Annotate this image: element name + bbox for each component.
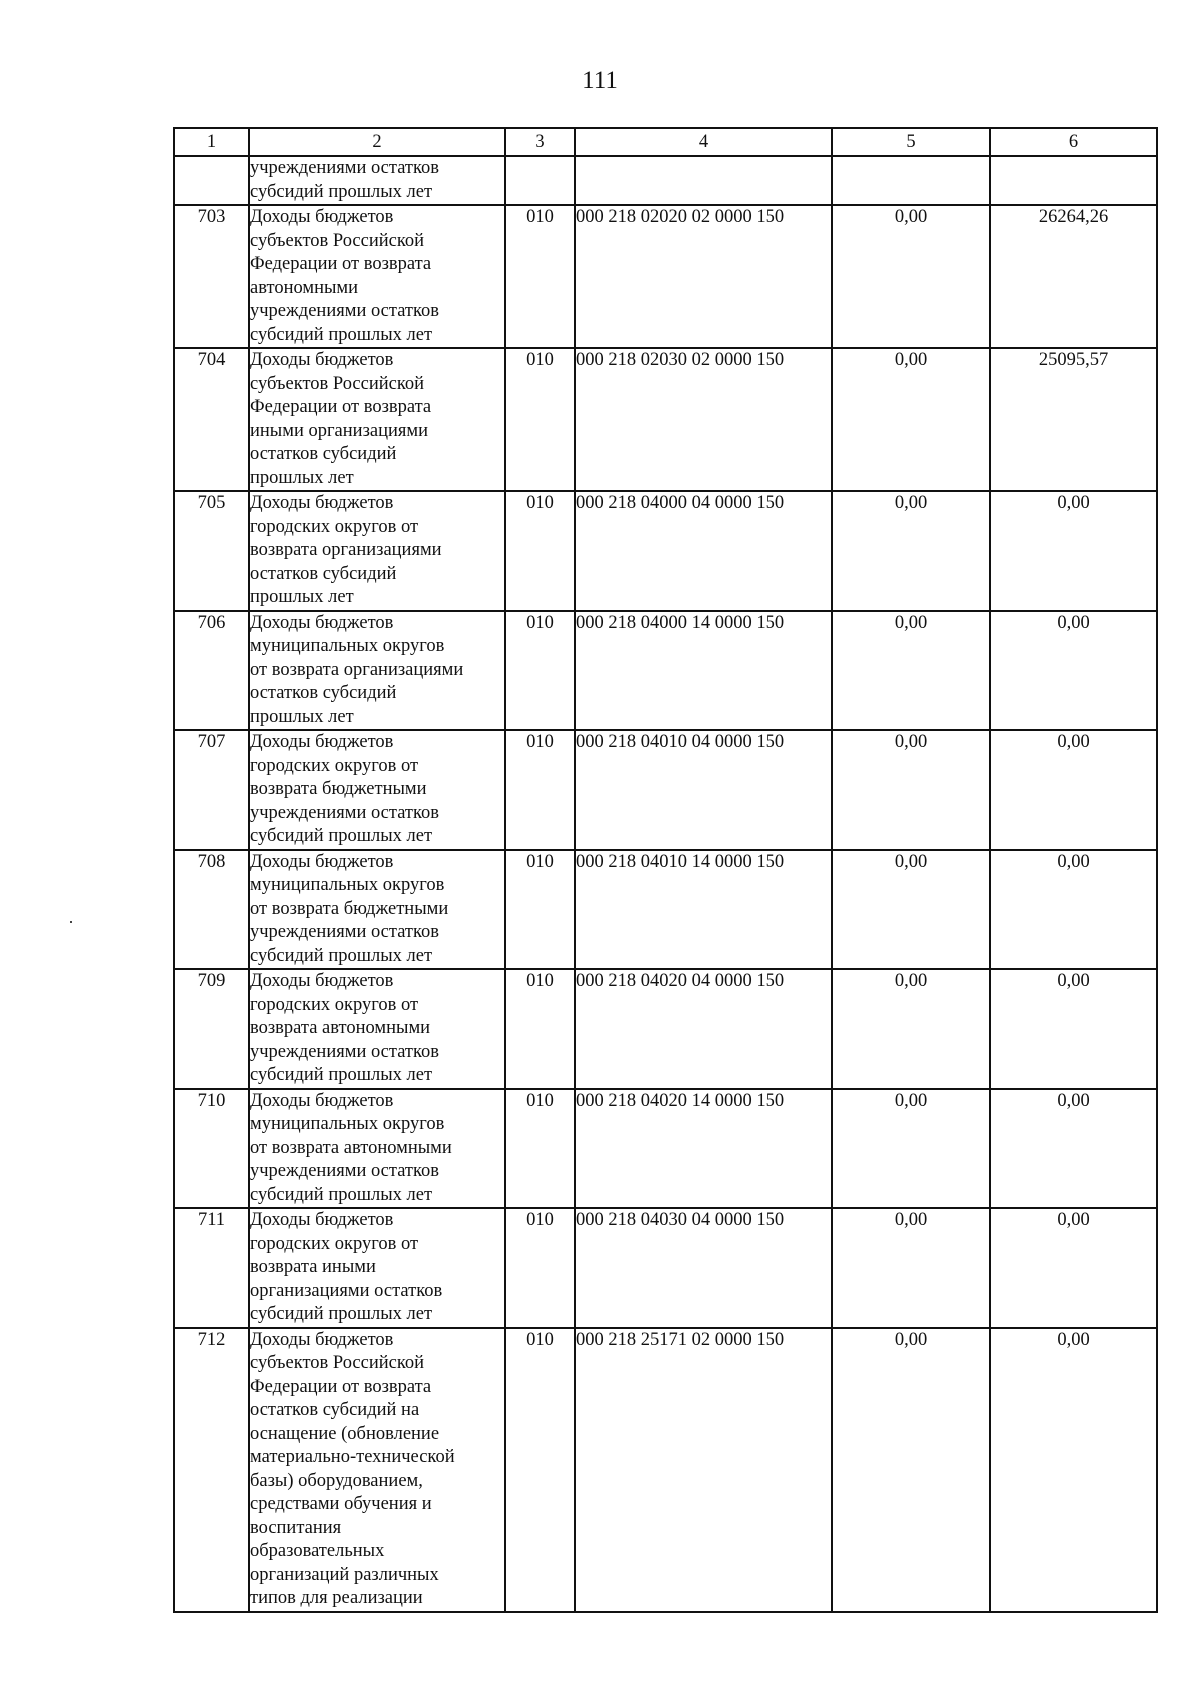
value-column-5-cell: 0,00 xyxy=(832,1089,990,1209)
value-column-5-cell: 0,00 xyxy=(832,730,990,850)
value-column-5-cell: 0,00 xyxy=(832,611,990,731)
value-column-5-cell: 0,00 xyxy=(832,850,990,970)
revenue-name-cell: Доходы бюджетов муниципальных округов от возврата бюджетными учреждениями остатков субсидий прошлых лет xyxy=(249,850,505,970)
value-column-5-cell: 0,00 xyxy=(832,969,990,1089)
table-row xyxy=(174,1208,1157,1328)
row-number-cell: 706 xyxy=(174,611,249,731)
value-column-5-cell: 0,00 xyxy=(832,205,990,348)
column-number-row xyxy=(174,128,1157,156)
value-column-6-cell: 0,00 xyxy=(990,611,1157,731)
value-column-5-cell: 0,00 xyxy=(832,1328,990,1612)
admin-code-cell: 010 xyxy=(505,969,575,1089)
table-row xyxy=(174,348,1157,491)
column-header-1: 1 xyxy=(174,128,249,156)
table-row xyxy=(174,156,1157,205)
admin-code-cell: 010 xyxy=(505,1089,575,1209)
revenue-name-cell: Доходы бюджетов муниципальных округов от возврата автономными учреждениями остатков субсидий прошлых лет xyxy=(249,1089,505,1209)
column-header-3: 3 xyxy=(505,128,575,156)
column-header-4: 4 xyxy=(575,128,832,156)
table-row xyxy=(174,491,1157,611)
table-row xyxy=(174,850,1157,970)
value-column-6-cell xyxy=(990,156,1157,205)
column-header-5: 5 xyxy=(832,128,990,156)
admin-code-cell: 010 xyxy=(505,730,575,850)
revenue-name-cell: учреждениями остатков субсидий прошлых лет xyxy=(249,156,505,205)
value-column-6-cell: 0,00 xyxy=(990,1328,1157,1612)
budget-classification-code-cell: 000 218 04020 04 0000 150 xyxy=(575,969,832,1089)
row-number-cell: 705 xyxy=(174,491,249,611)
revenue-name-cell: Доходы бюджетов городских округов от возврата автономными учреждениями остатков субсидий прошлых лет xyxy=(249,969,505,1089)
value-column-6-cell: 0,00 xyxy=(990,1208,1157,1328)
row-number-cell: 703 xyxy=(174,205,249,348)
table-row xyxy=(174,730,1157,850)
budget-classification-code-cell: 000 218 04010 04 0000 150 xyxy=(575,730,832,850)
row-number-cell: 712 xyxy=(174,1328,249,1612)
page-number: 111 xyxy=(582,67,618,94)
value-column-6-cell: 0,00 xyxy=(990,1089,1157,1209)
table-row xyxy=(174,205,1157,348)
column-header-6: 6 xyxy=(990,128,1157,156)
admin-code-cell: 010 xyxy=(505,611,575,731)
budget-classification-code-cell: 000 218 02030 02 0000 150 xyxy=(575,348,832,491)
budget-classification-code-cell: 000 218 25171 02 0000 150 xyxy=(575,1328,832,1612)
scan-speck xyxy=(70,921,72,923)
budget-classification-code-cell: 000 218 04020 14 0000 150 xyxy=(575,1089,832,1209)
row-number-cell: 707 xyxy=(174,730,249,850)
value-column-6-cell: 0,00 xyxy=(990,730,1157,850)
revenue-name-cell: Доходы бюджетов субъектов Российской Федерации от возврата автономными учреждениями остатков субсидий прошлых лет xyxy=(249,205,505,348)
value-column-5-cell: 0,00 xyxy=(832,348,990,491)
revenue-name-cell: Доходы бюджетов городских округов от возврата иными организациями остатков субсидий прошлых лет xyxy=(249,1208,505,1328)
value-column-6-cell: 26264,26 xyxy=(990,205,1157,348)
row-number-cell: 711 xyxy=(174,1208,249,1328)
table-row xyxy=(174,1089,1157,1209)
table-row xyxy=(174,969,1157,1089)
revenue-name-cell: Доходы бюджетов муниципальных округов от возврата организациями остатков субсидий прошлых лет xyxy=(249,611,505,731)
revenue-name-cell: Доходы бюджетов городских округов от возврата бюджетными учреждениями остатков субсидий прошлых лет xyxy=(249,730,505,850)
table-row xyxy=(174,1328,1157,1612)
admin-code-cell: 010 xyxy=(505,1208,575,1328)
budget-classification-code-cell: 000 218 04030 04 0000 150 xyxy=(575,1208,832,1328)
row-number-cell xyxy=(174,156,249,205)
admin-code-cell: 010 xyxy=(505,491,575,611)
value-column-5-cell xyxy=(832,156,990,205)
value-column-6-cell: 25095,57 xyxy=(990,348,1157,491)
revenue-name-cell: Доходы бюджетов субъектов Российской Федерации от возврата остатков субсидий на оснащение (обновление материально-технической базы) оборудованием, средствами обучения и воспитания образовательных организаций различных типов для реализации xyxy=(249,1328,505,1612)
table-header xyxy=(174,128,1157,156)
admin-code-cell xyxy=(505,156,575,205)
row-number-cell: 708 xyxy=(174,850,249,970)
admin-code-cell: 010 xyxy=(505,348,575,491)
budget-classification-code-cell: 000 218 04000 14 0000 150 xyxy=(575,611,832,731)
column-header-2: 2 xyxy=(249,128,505,156)
budget-classification-code-cell xyxy=(575,156,832,205)
row-number-cell: 710 xyxy=(174,1089,249,1209)
value-column-6-cell: 0,00 xyxy=(990,850,1157,970)
budget-classification-code-cell: 000 218 04010 14 0000 150 xyxy=(575,850,832,970)
row-number-cell: 709 xyxy=(174,969,249,1089)
budget-classification-code-cell: 000 218 04000 04 0000 150 xyxy=(575,491,832,611)
value-column-6-cell: 0,00 xyxy=(990,969,1157,1089)
table-body xyxy=(174,156,1157,1612)
admin-code-cell: 010 xyxy=(505,850,575,970)
value-column-5-cell: 0,00 xyxy=(832,491,990,611)
revenue-name-cell: Доходы бюджетов городских округов от возврата организациями остатков субсидий прошлых лет xyxy=(249,491,505,611)
row-number-cell: 704 xyxy=(174,348,249,491)
value-column-6-cell: 0,00 xyxy=(990,491,1157,611)
admin-code-cell: 010 xyxy=(505,205,575,348)
revenue-name-cell: Доходы бюджетов субъектов Российской Федерации от возврата иными организациями остатков субсидий прошлых лет xyxy=(249,348,505,491)
value-column-5-cell: 0,00 xyxy=(832,1208,990,1328)
table-row xyxy=(174,611,1157,731)
budget-revenue-table xyxy=(173,127,1158,1613)
budget-classification-code-cell: 000 218 02020 02 0000 150 xyxy=(575,205,832,348)
admin-code-cell: 010 xyxy=(505,1328,575,1612)
